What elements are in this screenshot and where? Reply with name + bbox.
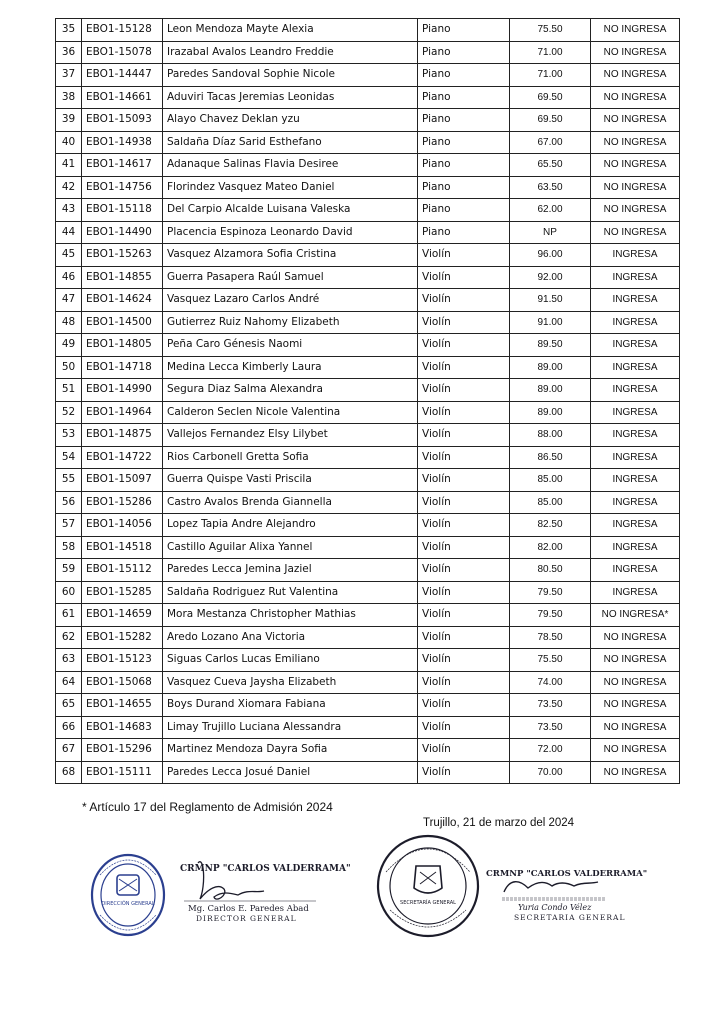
row-number: 56 [56,491,82,514]
director-seal-signature [88,845,351,945]
applicant-name: Mora Mestanza Christopher Mathias [163,604,418,627]
applicant-code: EBO1-15286 [82,491,163,514]
admission-status: INGRESA [591,446,680,469]
score: 82.00 [510,536,591,559]
admission-status: INGRESA [591,311,680,334]
instrument: Violín [418,266,510,289]
applicant-code: EBO1-15078 [82,41,163,64]
score: 72.00 [510,739,591,762]
applicant-code: EBO1-14655 [82,694,163,717]
table-row [56,604,680,627]
admission-status: NO INGRESA [591,761,680,784]
applicant-name: Adanaque Salinas Flavia Desiree [163,154,418,177]
applicant-name: Medina Lecca Kimberly Laura [163,356,418,379]
applicant-name: Irazabal Avalos Leandro Freddie [163,41,418,64]
row-number: 47 [56,289,82,312]
instrument: Violín [418,244,510,267]
instrument: Violín [418,491,510,514]
table-row [56,199,680,222]
score: 69.50 [510,109,591,132]
score: 73.50 [510,694,591,717]
row-number: 62 [56,626,82,649]
row-number: 57 [56,514,82,537]
score: NP [510,221,591,244]
svg-text:DIRECCIÓN GENERAL: DIRECCIÓN GENERAL [101,901,155,907]
table-row [56,311,680,334]
applicant-name: Vasquez Lazaro Carlos André [163,289,418,312]
row-number: 63 [56,649,82,672]
place-date: Trujillo, 21 de marzo del 2024 [423,817,575,829]
score: 70.00 [510,761,591,784]
applicant-code: EBO1-15123 [82,649,163,672]
admission-status: NO INGRESA [591,694,680,717]
applicant-name: Boys Durand Xiomara Fabiana [163,694,418,717]
row-number: 50 [56,356,82,379]
score: 62.00 [510,199,591,222]
row-number: 41 [56,154,82,177]
instrument: Piano [418,41,510,64]
row-number: 54 [56,446,82,469]
admission-status: INGRESA [591,401,680,424]
applicant-name: Paredes Sandoval Sophie Nicole [163,64,418,87]
score: 63.50 [510,176,591,199]
row-number: 60 [56,581,82,604]
applicant-code: EBO1-14617 [82,154,163,177]
applicant-code: EBO1-14718 [82,356,163,379]
score: 96.00 [510,244,591,267]
admission-status: INGRESA [591,514,680,537]
table-row [56,694,680,717]
table-row [56,716,680,739]
applicant-name: Segura Diaz Salma Alexandra [163,379,418,402]
instrument: Piano [418,109,510,132]
row-number: 65 [56,694,82,717]
instrument: Violín [418,581,510,604]
admission-status: NO INGRESA [591,41,680,64]
admission-status: INGRESA [591,266,680,289]
instrument: Violín [418,739,510,762]
row-number: 68 [56,761,82,784]
applicant-code: EBO1-14722 [82,446,163,469]
instrument: Violín [418,289,510,312]
applicant-code: EBO1-15112 [82,559,163,582]
applicant-code: EBO1-14500 [82,311,163,334]
applicant-code: EBO1-15282 [82,626,163,649]
applicant-name: Rios Carbonell Gretta Sofia [163,446,418,469]
row-number: 45 [56,244,82,267]
row-number: 37 [56,64,82,87]
row-number: 46 [56,266,82,289]
row-number: 58 [56,536,82,559]
instrument: Violín [418,649,510,672]
row-number: 36 [56,41,82,64]
applicant-code: EBO1-15093 [82,109,163,132]
table-row [56,761,680,784]
table-row [56,401,680,424]
score: 86.50 [510,446,591,469]
table-row [56,424,680,447]
table-row [56,559,680,582]
applicant-code: EBO1-14056 [82,514,163,537]
instrument: Violín [418,356,510,379]
footnote: * Artículo 17 del Reglamento de Admisión 2024 [82,800,333,814]
table-row [56,671,680,694]
applicant-code: EBO1-15296 [82,739,163,762]
admission-status: INGRESA [591,536,680,559]
applicant-code: EBO1-14490 [82,221,163,244]
instrument: Violín [418,311,510,334]
applicant-name: Florindez Vasquez Mateo Daniel [163,176,418,199]
instrument: Violín [418,514,510,537]
admission-status: NO INGRESA [591,739,680,762]
applicant-name: Peña Caro Génesis Naomi [163,334,418,357]
row-number: 43 [56,199,82,222]
instrument: Piano [418,176,510,199]
svg-text:CRMNP "CARLOS VALDERRAMA": CRMNP "CARLOS VALDERRAMA" [180,864,351,874]
row-number: 59 [56,559,82,582]
score: 79.50 [510,604,591,627]
admission-status: NO INGRESA [591,176,680,199]
results-table [55,18,680,784]
table-row [56,176,680,199]
admission-status: INGRESA [591,491,680,514]
applicant-name: Martinez Mendoza Dayra Sofia [163,739,418,762]
table-row [56,19,680,42]
applicant-name: Guerra Pasapera Raúl Samuel [163,266,418,289]
secretary-seal-signature [368,832,648,940]
instrument: Piano [418,199,510,222]
svg-text:CRMNP "CARLOS VALDERRAMA": CRMNP "CARLOS VALDERRAMA" [486,869,648,879]
applicant-code: EBO1-15068 [82,671,163,694]
instrument: Piano [418,19,510,42]
admission-status: NO INGRESA [591,19,680,42]
applicant-code: EBO1-14624 [82,289,163,312]
row-number: 39 [56,109,82,132]
instrument: Piano [418,154,510,177]
secretary-signature-block [368,832,648,940]
applicant-code: EBO1-14875 [82,424,163,447]
instrument: Piano [418,64,510,87]
applicant-name: Alayo Chavez Deklan yzu [163,109,418,132]
table-row [56,266,680,289]
instrument: Violín [418,379,510,402]
score: 75.50 [510,649,591,672]
admission-status: NO INGRESA [591,154,680,177]
instrument: Violín [418,401,510,424]
row-number: 55 [56,469,82,492]
applicant-name: Siguas Carlos Lucas Emiliano [163,649,418,672]
applicant-code: EBO1-14683 [82,716,163,739]
instrument: Violín [418,536,510,559]
applicant-code: EBO1-14659 [82,604,163,627]
instrument: Violín [418,424,510,447]
instrument: Violín [418,469,510,492]
score: 91.50 [510,289,591,312]
applicant-code: EBO1-14938 [82,131,163,154]
svg-text:DIRECTOR GENERAL: DIRECTOR GENERAL [196,914,297,923]
score: 69.50 [510,86,591,109]
instrument: Violín [418,761,510,784]
row-number: 49 [56,334,82,357]
table-row [56,109,680,132]
admission-status: INGRESA [591,356,680,379]
instrument: Piano [418,221,510,244]
applicant-name: Saldaña Díaz Sarid Esthefano [163,131,418,154]
score: 71.00 [510,41,591,64]
table-row [56,626,680,649]
score: 80.50 [510,559,591,582]
admission-status: NO INGRESA [591,199,680,222]
table-row [56,649,680,672]
admission-status: NO INGRESA [591,649,680,672]
table-row [56,491,680,514]
table-row [56,131,680,154]
row-number: 66 [56,716,82,739]
row-number: 42 [56,176,82,199]
score: 89.00 [510,379,591,402]
instrument: Violín [418,716,510,739]
admission-status: INGRESA [591,244,680,267]
table-row [56,41,680,64]
row-number: 35 [56,19,82,42]
applicant-code: EBO1-14855 [82,266,163,289]
instrument: Violín [418,334,510,357]
instrument: Violín [418,446,510,469]
score: 91.00 [510,311,591,334]
score: 71.00 [510,64,591,87]
admission-status: NO INGRESA* [591,604,680,627]
table-row [56,86,680,109]
admission-status: INGRESA [591,334,680,357]
admission-status: NO INGRESA [591,221,680,244]
applicant-name: Paredes Lecca Jemina Jaziel [163,559,418,582]
applicant-name: Vasquez Cueva Jaysha Elizabeth [163,671,418,694]
admission-status: INGRESA [591,469,680,492]
results-table-body [56,19,680,784]
admission-status: NO INGRESA [591,626,680,649]
applicant-name: Leon Mendoza Mayte Alexia [163,19,418,42]
table-row [56,356,680,379]
applicant-code: EBO1-14805 [82,334,163,357]
row-number: 52 [56,401,82,424]
applicant-code: EBO1-14964 [82,401,163,424]
row-number: 53 [56,424,82,447]
admission-status: NO INGRESA [591,671,680,694]
score: 92.00 [510,266,591,289]
applicant-name: Aduviri Tacas Jeremias Leonidas [163,86,418,109]
row-number: 38 [56,86,82,109]
score: 85.00 [510,491,591,514]
instrument: Violín [418,604,510,627]
applicant-code: EBO1-14756 [82,176,163,199]
row-number: 64 [56,671,82,694]
score: 88.00 [510,424,591,447]
applicant-code: EBO1-14447 [82,64,163,87]
applicant-code: EBO1-15285 [82,581,163,604]
score: 78.50 [510,626,591,649]
applicant-name: Gutierrez Ruiz Nahomy Elizabeth [163,311,418,334]
score: 82.50 [510,514,591,537]
table-row [56,334,680,357]
row-number: 61 [56,604,82,627]
instrument: Violín [418,671,510,694]
applicant-code: EBO1-14518 [82,536,163,559]
table-row [56,514,680,537]
applicant-name: Vasquez Alzamora Sofia Cristina [163,244,418,267]
applicant-code: EBO1-15263 [82,244,163,267]
admission-status: INGRESA [591,289,680,312]
score: 67.00 [510,131,591,154]
applicant-name: Castillo Aguilar Alixa Yannel [163,536,418,559]
admission-status: INGRESA [591,379,680,402]
instrument: Violín [418,626,510,649]
applicant-name: Lopez Tapia Andre Alejandro [163,514,418,537]
svg-text:Yuria Condo Vélez: Yuria Condo Vélez [518,903,592,912]
admission-status: NO INGRESA [591,716,680,739]
instrument: Piano [418,86,510,109]
applicant-name: Placencia Espinoza Leonardo David [163,221,418,244]
svg-text:SECRETARÍA GENERAL: SECRETARÍA GENERAL [400,900,456,906]
applicant-name: Vallejos Fernandez Elsy Lilybet [163,424,418,447]
admission-status: INGRESA [591,559,680,582]
score: 75.50 [510,19,591,42]
applicant-code: EBO1-15118 [82,199,163,222]
admission-status: NO INGRESA [591,86,680,109]
table-row [56,446,680,469]
admission-status: NO INGRESA [591,64,680,87]
applicant-code: EBO1-15111 [82,761,163,784]
admission-status: INGRESA [591,581,680,604]
instrument: Piano [418,131,510,154]
applicant-code: EBO1-15128 [82,19,163,42]
row-number: 51 [56,379,82,402]
admission-status: NO INGRESA [591,109,680,132]
row-number: 40 [56,131,82,154]
svg-text:SECRETARIA GENERAL: SECRETARIA GENERAL [514,913,626,922]
applicant-name: Aredo Lozano Ana Victoria [163,626,418,649]
row-number: 48 [56,311,82,334]
applicant-name: Castro Avalos Brenda Giannella [163,491,418,514]
score: 65.50 [510,154,591,177]
table-row [56,154,680,177]
score: 89.00 [510,356,591,379]
table-row [56,536,680,559]
table-row [56,64,680,87]
score: 89.00 [510,401,591,424]
instrument: Violín [418,694,510,717]
score: 85.00 [510,469,591,492]
applicant-name: Guerra Quispe Vasti Priscila [163,469,418,492]
instrument: Violín [418,559,510,582]
applicant-name: Paredes Lecca Josué Daniel [163,761,418,784]
table-row [56,469,680,492]
table-row [56,379,680,402]
admission-status: INGRESA [591,424,680,447]
applicant-code: EBO1-15097 [82,469,163,492]
applicant-name: Calderon Seclen Nicole Valentina [163,401,418,424]
applicant-code: EBO1-14990 [82,379,163,402]
svg-text:Mg. Carlos E. Paredes Abad: Mg. Carlos E. Paredes Abad [188,904,309,914]
director-signature-block [88,845,351,945]
table-row [56,581,680,604]
score: 74.00 [510,671,591,694]
score: 73.50 [510,716,591,739]
table-row [56,221,680,244]
applicant-code: EBO1-14661 [82,86,163,109]
row-number: 44 [56,221,82,244]
score: 79.50 [510,581,591,604]
table-row [56,289,680,312]
score: 89.50 [510,334,591,357]
applicant-name: Del Carpio Alcalde Luisana Valeska [163,199,418,222]
applicant-name: Saldaña Rodriguez Rut Valentina [163,581,418,604]
table-row [56,739,680,762]
table-row [56,244,680,267]
row-number: 67 [56,739,82,762]
admission-status: NO INGRESA [591,131,680,154]
applicant-name: Limay Trujillo Luciana Alessandra [163,716,418,739]
